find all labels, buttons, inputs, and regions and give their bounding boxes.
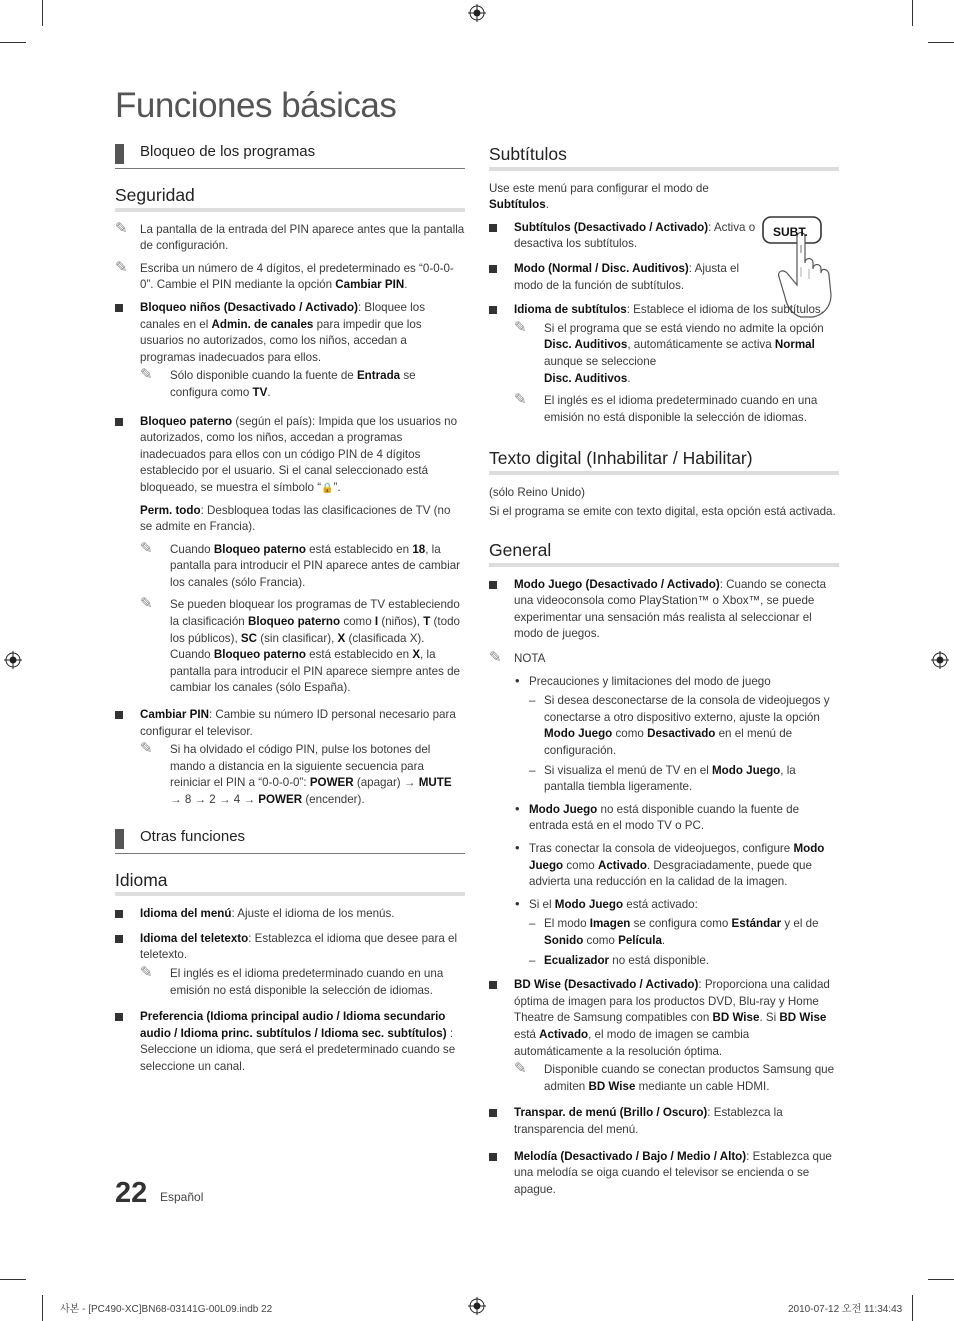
registration-mark-icon — [931, 651, 949, 669]
pencil-icon: ✎ — [140, 539, 153, 557]
registration-mark-icon — [4, 651, 22, 669]
crop-mark — [928, 1279, 954, 1280]
text: Si el programa se emite con texto digital, esta opción está activada. — [489, 504, 836, 518]
section-title: Bloqueo de los programas — [140, 143, 316, 160]
nota: ✎ NOTA — [489, 649, 546, 667]
crop-mark — [42, 1295, 43, 1321]
bullet-item: • Tras conectar la consola de videojuegos, configure Modo Juego como Activado. Desgraciadamente, puede que advierta una reducción en la calidad de la imagen. — [515, 840, 825, 889]
heading-idioma: Idioma — [115, 872, 465, 897]
note: ✎ Escriba un número de 4 dígitos, el predeterminado es “0-0-0-0”. Cambie el PIN mediante la opción Cambiar PIN. — [115, 258, 454, 292]
dash-item: – Si visualiza el menú de TV en el Modo Juego, la pantalla tiembla ligeramente. — [529, 763, 796, 794]
bullet-item: • Si el Modo Juego está activado: – El modo Imagen se configura como Estándar y el de Sonido como Película. – Ecualizador no está disponible. — [514, 897, 839, 969]
page-title: Funciones básicas — [115, 86, 397, 125]
section-bar-otras — [115, 829, 465, 854]
bullet-item: • Modo Juego no está disponible cuando la fuente de entrada está en el modo TV o PC. — [515, 800, 800, 833]
list-item-melodia: Melodía (Desactivado / Bajo / Medio / Alto): Establezca que una melodía se oiga cuando el televisor se encienda o se apague. — [489, 1149, 839, 1199]
note: ✎ Sólo disponible cuando la fuente de Entrada se configura como TV. — [140, 366, 416, 399]
list-item-transpar: Transpar. de menú (Brillo / Oscuro): Establezca la transparencia del menú. — [489, 1105, 839, 1138]
heading-subtitulos: Subtítulos — [489, 146, 839, 171]
list-item-bd-wise: BD Wise (Desactivado / Activado): Proporciona una calidad óptima de imagen para los productos DVD, Blu-ray y Home Theatre de Samsung compatibles con BD Wise. Si BD Wise está Activado, el modo de imagen se cambia automáticamente a la resolución óptima. ✎ Disponible cuando se conectan productos Samsung que admiten BD Wise mediante un cable HDMI. — [489, 977, 839, 1095]
bullet-item: • Precauciones y limitaciones del modo de juego – Si desea desconectarse de la consola de videojuegos y conectarse a otro dispositivo externo, ajuste la opción Modo Juego como Desactivado en el menú de configuración. – Si visualiza el menú de TV en el Modo Juego, la pantalla tiembla ligeramente. — [514, 674, 839, 796]
dash-item: – El modo Imagen se configura como Estándar y el de Sonido como Película. — [529, 917, 819, 947]
print-info-right: 2010-07-12 오전 11:34:43 — [788, 1304, 903, 1315]
note: ✎ Cuando Bloqueo paterno está establecido en 18, la pantalla para introducir el PIN aparece antes de cambiar los canales (sólo Francia). — [140, 539, 461, 589]
section-marker — [115, 144, 124, 164]
right-column — [489, 146, 839, 1206]
pencil-icon: ✎ — [514, 1060, 527, 1078]
left-column — [115, 144, 465, 1084]
list-item-modo-juego: Modo Juego (Desactivado / Activado): Cuando se conecta una videoconsola como PlayStation™ o Xbox™, se puede experimentar una sensación más realista al seleccionar el modo de juegos. — [489, 577, 839, 643]
pencil-icon: ✎ — [140, 366, 153, 384]
dash-item: – Si desea desconectarse de la consola de videojuegos y conectarse a otro dispositivo externo, ajuste la opción Modo Juego como Desactivado en el menú de configuración. — [529, 694, 830, 758]
page-number: 22 — [115, 1177, 148, 1209]
heading-texto-digital: Texto digital (Inhabilitar / Habilitar) — [489, 450, 839, 475]
pencil-icon: ✎ — [514, 318, 527, 336]
list-item: Idioma de subtítulos: Establece el idioma de los subtítulos. ✎ Si el programa que se está viendo no admite la opción Disc. Auditivos, automáticamente se activa Normal aunque se seleccione Disc. Auditivos. ✎ El inglés es el idioma predeterminado cuando en una emisión no está disponible la selección de idiomas. — [489, 302, 839, 426]
crop-mark — [0, 42, 26, 43]
page-language: Español — [160, 1190, 204, 1204]
list-item: Preferencia (Idioma principal audio / Idioma secundario audio / Idioma princ. subtítulos / Idioma sec. subtítulos) : Seleccione un idioma, que será el predeterminado cuando se seleccione un canal. — [115, 1009, 465, 1075]
dash-item: – Ecualizador no está disponible. — [529, 953, 709, 967]
list-item: Modo (Normal / Disc. Auditivos): Ajusta el modo de la función de subtítulos. — [489, 261, 742, 294]
pencil-icon: ✎ — [115, 219, 128, 237]
section-bar-bloqueo — [115, 144, 465, 169]
crop-mark — [0, 1279, 26, 1280]
note: ✎ Se pueden bloquear los programas de TV estableciendo la clasificación Bloqueo paterno como I (niños), T (todo los públicos), SC (sin clasificar), X (clasificada X). Cuando Bloqueo paterno está establecido en X, la pantalla para introducir el PIN aparece siempre antes de cambiar los canales (sólo España). — [140, 595, 461, 695]
note: ✎ Si el programa que se está viendo no admite la opción Disc. Auditivos, automáticamente se activa Normal aunque se seleccione Disc. Auditivos. — [514, 318, 824, 385]
note: ✎ Disponible cuando se conectan productos Samsung que admiten BD Wise mediante un cable HDMI. — [514, 1060, 835, 1093]
note: ✎ La pantalla de la entrada del PIN aparece antes que la pantalla de configuración. — [115, 219, 465, 253]
subtitulos-intro: Use este menú para configurar el modo de Subtítulos. Subtítulos (Desactivado / Activado): Activa o desactiva los subtítulos. Modo (Normal / Disc. Auditivos): Ajusta el modo de la función de subtítulos. SUBT. — [489, 181, 839, 295]
text: (sólo Reino Unido) — [489, 485, 586, 499]
note: ✎ El inglés es el idioma predeterminado cuando en una emisión no está disponible la selección de idiomas. — [514, 391, 818, 424]
registration-mark-icon — [468, 4, 486, 22]
crop-mark — [912, 0, 913, 26]
note: ✎ El inglés es el idioma predeterminado cuando en una emisión no está disponible la selección de idiomas. — [140, 963, 444, 997]
list-item-cambiar-pin: Cambiar PIN: Cambie su número ID personal necesario para configurar el televisor. ✎ Si ha olvidado el código PIN, pulse los botones del mando a distancia en la siguiente secuencia para reiniciar el PIN a “0-0-0-0”: POWER (apagar) → MUTE → 8 → 2 → 4 → POWER (encender). — [115, 707, 465, 809]
pencil-icon: ✎ — [140, 740, 153, 758]
crop-mark — [42, 0, 43, 26]
subt-button-label: SUBT. — [773, 224, 808, 239]
registration-mark-icon — [468, 1297, 486, 1315]
section-marker — [115, 829, 124, 849]
pencil-icon: ✎ — [140, 595, 153, 613]
list-item-bloqueo-ninos: Bloqueo niños (Desactivado / Activado): Bloquee los canales en el Admin. de canales para impedir que los usuarios no autorizados, como los niños, accedan a programas inadecuados para ellos. ✎ Sólo disponible cuando la fuente de Entrada se configura como TV. — [115, 300, 465, 402]
heading-seguridad: Seguridad — [115, 187, 465, 212]
heading-general: General — [489, 542, 839, 567]
lock-icon: 🔒 — [321, 482, 334, 494]
crop-mark — [912, 1295, 913, 1321]
pencil-icon: ✎ — [140, 963, 153, 981]
list-item-bloqueo-paterno: Bloqueo paterno (según el país): Impida que los usuarios no autorizados, como los niños, accedan a programas inadecuados para ellos con un código PIN de 4 dígitos establecido por el usuario. Si el canal seleccionado está bloqueado, se muestra el símbolo “🔒”. Perm. todo: Desbloquea todas las clasificaciones de TV (no se admite en Francia). ✎ Cuando Bloqueo paterno está establecido en 18, la pantalla para introducir el PIN aparece antes de cambiar los canales (sólo Francia). ✎ Se pueden bloquear los programas de TV estableciendo la clasificación Bloqueo paterno como I (niños), T (todo los públicos), SC (sin clasificar), X (clasificada X). Cuando Bloqueo paterno está establecido en X, la pantalla para introducir el PIN aparece siempre antes de cambiar los canales (sólo España). — [115, 414, 465, 698]
print-info-left: 사본 - [PC490-XC]BN68-03141G-00L09.indb 22 — [60, 1304, 273, 1315]
note: ✎ Si ha olvidado el código PIN, pulse los botones del mando a distancia en la siguiente secuencia para reiniciar el PIN a “0-0-0-0”: POWER (apagar) → MUTE → 8 → 2 → 4 → POWER (encender). — [140, 740, 452, 806]
list-item: Idioma del teletexto: Establezca el idioma que desee para el teletexto. ✎ El inglés es el idioma predeterminado cuando en una emisión no está disponible la selección de idiomas. — [115, 931, 465, 999]
list-item: Subtítulos (Desactivado / Activado): Activa o desactiva los subtítulos. — [489, 220, 759, 253]
pencil-icon: ✎ — [115, 258, 128, 276]
list-item: Idioma del menú: Ajuste el idioma de los menús. — [115, 906, 465, 923]
pencil-icon: ✎ — [514, 391, 527, 409]
crop-mark — [928, 42, 954, 43]
section-title: Otras funciones — [140, 827, 246, 845]
pencil-icon: ✎ — [489, 649, 502, 667]
